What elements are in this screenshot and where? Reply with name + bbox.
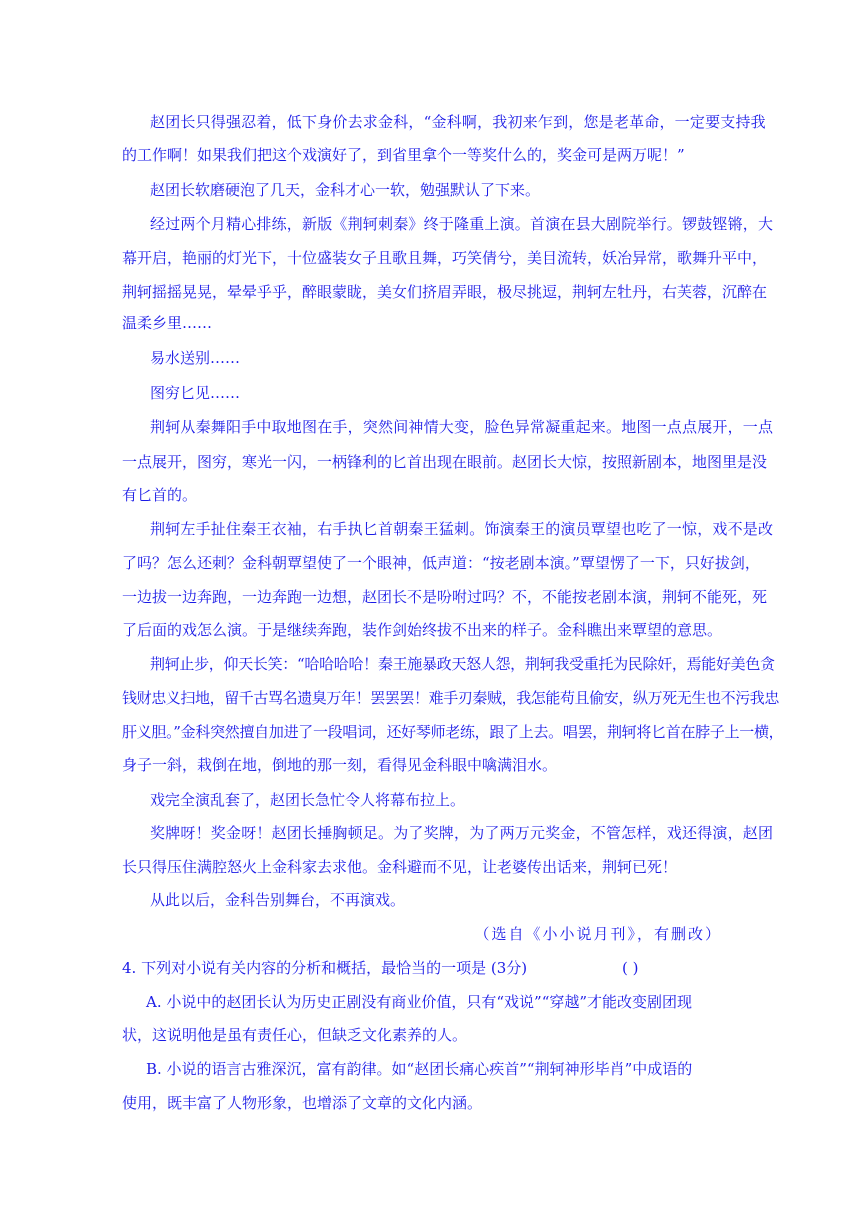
text-line: 的工作啊！如果我们把这个戏演好了，到省里拿个一等奖什么的，奖金可是两万呢！” — [122, 146, 685, 164]
text-line: 温柔乡里…… — [122, 314, 213, 332]
text-line: 了吗？怎么还刺？金科朝覃望使了一个眼神，低声道：“按老剧本演。”覃望愣了一下，只好拔剑， — [122, 554, 760, 572]
question-stem: 4. 下列对小说有关内容的分析和概括，最恰当的一项是 (3分) — [122, 959, 528, 977]
text-line: 从此以后，金科告别舞台，不再演戏。 — [150, 891, 406, 909]
text-line: 戏完全演乱套了，赵团长急忙令人将幕布拉上。 — [150, 791, 466, 809]
text-line: 易水送别…… — [150, 349, 241, 367]
answer-blank: ( ) — [622, 959, 639, 977]
text-line: 图穷匕见…… — [150, 384, 241, 402]
option-a-line: 状，这说明他是虽有责任心，但缺乏文化素养的人。 — [122, 1026, 468, 1044]
text-line: 肝义胆。”金科突然擅自加进了一段唱词，还好琴师老练，跟了上去。唱罢，荆轲将匕首在脖子上一横， — [122, 723, 784, 741]
text-line: 了后面的戏怎么演。于是继续奔跑，装作剑始终拔不出来的样子。金科瞧出来覃望的意思。 — [122, 621, 723, 639]
text-line: 幕开启，艳丽的灯光下，十位盛装女子且歌且舞，巧笑倩兮，美目流转，妖冶异常，歌舞升平中， — [122, 249, 768, 267]
option-a-line: A. 小说中的赵团长认为历史正剧没有商业价值，只有“戏说”“穿越”才能改变剧团现 — [146, 993, 693, 1011]
text-line: 身子一斜，栽倒在地，倒地的那一刻，看得见金科眼中噙满泪水。 — [122, 756, 558, 774]
text-line: 有匕首的。 — [122, 486, 198, 504]
option-b-line: 使用，既丰富了人物形象，也增添了文章的文化内涵。 — [122, 1094, 483, 1112]
text-line: 荆轲止步，仰天长笑：“哈哈哈哈！秦王施暴政天怒人怨，荆轲我受重托为民除奸，焉能好美色贪 — [150, 655, 775, 673]
text-line: 一点展开，图穷，寒光一闪，一柄锋利的匕首出现在眼前。赵团长大惊，按照新剧本，地图里是没 — [122, 453, 768, 471]
text-line: 赵团长只得强忍着，低下身价去求金科，“金科啊，我初来乍到，您是老革命，一定要支持我 — [150, 113, 766, 131]
text-line: 一边拔一边奔跑，一边奔跑一边想，赵团长不是吩咐过吗？不，不能按老剧本演，荆轲不能死，死 — [122, 588, 768, 606]
option-b-line: B. 小说的语言古雅深沉，富有韵律。如“赵团长痛心疾首”“荆轲神形毕肖”中成语的 — [146, 1060, 693, 1078]
text-line: 长只得压住满腔怒火上金科家去求他。金科避而不见，让老婆传出话来，荆轲已死！ — [122, 858, 678, 876]
text-line: 荆轲从秦舞阳手中取地图在手，突然间神情大变，脸色异常凝重起来。地图一点点展开，一点 — [150, 418, 774, 436]
text-line: 荆轲摇摇晃晃，晕晕乎乎，醉眼蒙眬，美女们挤眉弄眼，极尽挑逗，荆轲左牡丹，右芙蓉，沉醉在 — [122, 283, 768, 301]
text-line: 荆轲左手扯住秦王衣袖，右手执匕首朝秦王猛刺。饰演秦王的演员覃望也吃了一惊，戏不是改 — [150, 520, 774, 538]
text-line: 经过两个月精心排练，新版《荆轲刺秦》终于隆重上演。首演在县大剧院举行。锣鼓铿锵，大 — [150, 215, 774, 233]
text-line: 赵团长软磨硬泡了几天，金科才心一软，勉强默认了下来。 — [150, 181, 541, 199]
text-line: 钱财忠义扫地，留千古骂名遗臭万年！罢罢罢！难手刃秦贼，我怎能苟且偷安，纵万死无生也不污我忠 — [122, 689, 780, 707]
text-line: 奖牌呀！奖金呀！赵团长捶胸顿足。为了奖牌，为了两万元奖金，不管怎样，戏还得演，赵团 — [150, 824, 774, 842]
source-attribution: （选自《小小说月刊》，有删改） — [474, 925, 722, 943]
